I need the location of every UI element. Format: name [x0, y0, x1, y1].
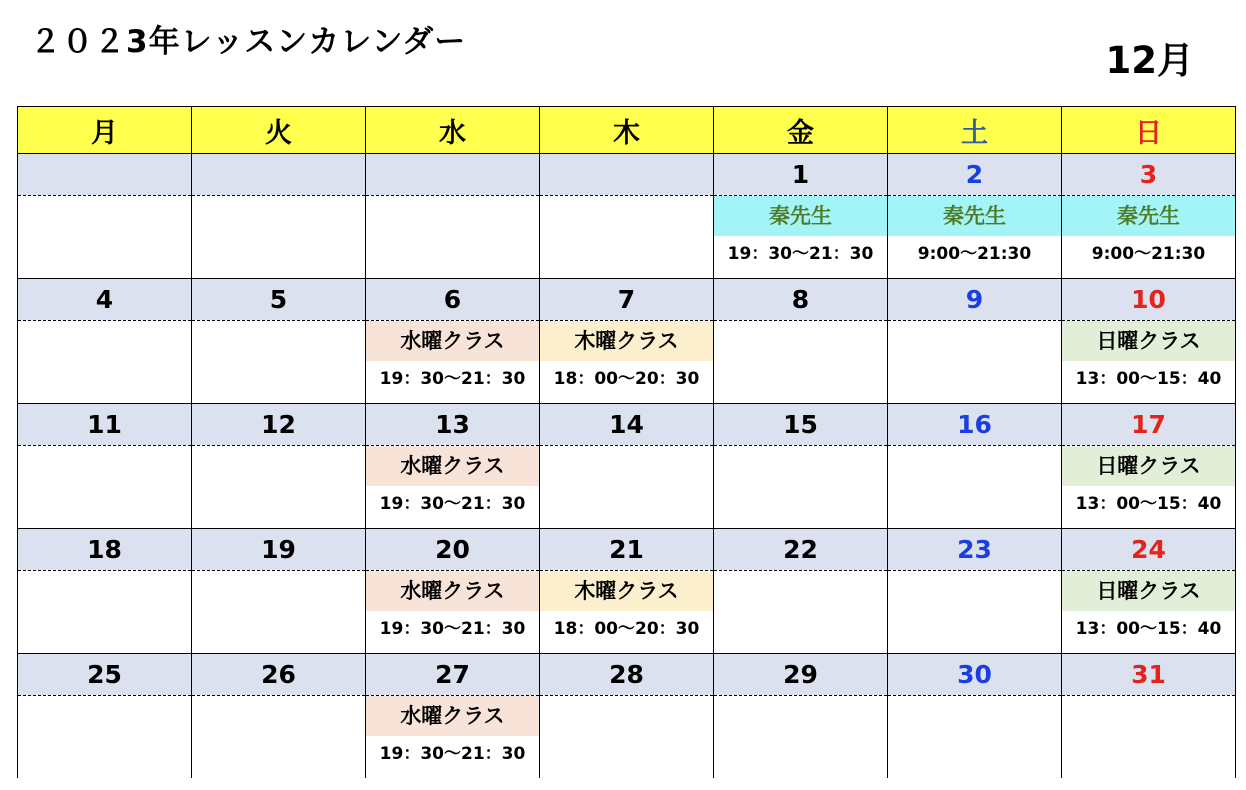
date-cell-fri: 22 — [714, 529, 888, 571]
date-cell-thu: 28 — [540, 654, 714, 696]
date-cell-thu: 21 — [540, 529, 714, 571]
weekday-header-sat: 土 — [888, 107, 1062, 154]
date-row — [18, 154, 1236, 196]
event-cell-fri — [714, 571, 888, 654]
lesson-label: 日曜クラス — [1062, 571, 1235, 611]
lesson-label: 水曜クラス — [366, 446, 539, 486]
weekday-header-fri: 金 — [714, 107, 888, 154]
event-cell-wed — [366, 696, 540, 779]
event-row — [18, 321, 1236, 404]
event-cell-tue — [192, 446, 366, 529]
date-row — [18, 529, 1236, 571]
date-cell-sun: 31 — [1062, 654, 1236, 696]
date-cell-mon: 18 — [18, 529, 192, 571]
lesson-entry — [1062, 196, 1235, 278]
date-cell-fri: 29 — [714, 654, 888, 696]
date-cell-wed — [366, 154, 540, 196]
date-cell-wed: 27 — [366, 654, 540, 696]
event-cell-sat — [888, 696, 1062, 779]
event-cell-mon — [18, 696, 192, 779]
lesson-entry — [540, 321, 713, 403]
event-row — [18, 196, 1236, 279]
weekday-header-row — [18, 107, 1236, 154]
lesson-label: 木曜クラス — [540, 571, 713, 611]
event-cell-sun — [1062, 571, 1236, 654]
date-cell-mon: 11 — [18, 404, 192, 446]
date-cell-sun: 17 — [1062, 404, 1236, 446]
lesson-entry — [366, 696, 539, 778]
lesson-time: 9:00～21:30 — [888, 236, 1061, 278]
event-cell-wed — [366, 196, 540, 279]
lesson-label: 日曜クラス — [1062, 321, 1235, 361]
lesson-label: 水曜クラス — [366, 321, 539, 361]
lesson-time: 19：30～21：30 — [366, 736, 539, 778]
lesson-time: 19：30～21：30 — [714, 236, 887, 278]
weekday-header-tue: 火 — [192, 107, 366, 154]
event-cell-wed — [366, 571, 540, 654]
event-cell-sat — [888, 321, 1062, 404]
date-cell-tue: 5 — [192, 279, 366, 321]
event-cell-mon — [18, 196, 192, 279]
calendar-title: ２０２3年レッスンカレンダー — [30, 24, 467, 60]
event-cell-tue — [192, 196, 366, 279]
date-cell-sat: 9 — [888, 279, 1062, 321]
event-cell-mon — [18, 321, 192, 404]
lesson-time: 13：00～15：40 — [1062, 611, 1235, 653]
lesson-time: 19：30～21：30 — [366, 611, 539, 653]
date-cell-tue: 19 — [192, 529, 366, 571]
date-cell-wed: 13 — [366, 404, 540, 446]
event-cell-sat — [888, 446, 1062, 529]
event-cell-wed — [366, 446, 540, 529]
date-cell-fri: 8 — [714, 279, 888, 321]
date-cell-mon — [18, 154, 192, 196]
event-cell-sun — [1062, 446, 1236, 529]
date-row — [18, 654, 1236, 696]
lesson-label: 秦先生 — [714, 196, 887, 236]
event-row — [18, 696, 1236, 779]
lesson-entry — [1062, 446, 1235, 528]
lesson-entry — [1062, 321, 1235, 403]
weekday-header-sun: 日 — [1062, 107, 1236, 154]
date-cell-mon: 25 — [18, 654, 192, 696]
date-cell-mon: 4 — [18, 279, 192, 321]
event-cell-mon — [18, 571, 192, 654]
date-cell-fri: 15 — [714, 404, 888, 446]
lesson-label: 木曜クラス — [540, 321, 713, 361]
event-cell-sat — [888, 571, 1062, 654]
date-cell-sat: 30 — [888, 654, 1062, 696]
event-row — [18, 571, 1236, 654]
event-cell-thu — [540, 696, 714, 779]
event-cell-sun — [1062, 196, 1236, 279]
lesson-time: 13：00～15：40 — [1062, 361, 1235, 403]
lesson-time: 9:00～21:30 — [1062, 236, 1235, 278]
lesson-entry — [540, 571, 713, 653]
event-row — [18, 446, 1236, 529]
date-cell-sun: 10 — [1062, 279, 1236, 321]
lesson-time: 19：30～21：30 — [366, 486, 539, 528]
event-cell-fri — [714, 446, 888, 529]
event-cell-tue — [192, 696, 366, 779]
date-cell-sat: 16 — [888, 404, 1062, 446]
date-cell-wed: 6 — [366, 279, 540, 321]
lesson-entry — [888, 196, 1061, 278]
lesson-label: 水曜クラス — [366, 696, 539, 736]
weekday-header-mon: 月 — [18, 107, 192, 154]
lesson-time: 18：00～20：30 — [540, 361, 713, 403]
date-cell-sun: 24 — [1062, 529, 1236, 571]
event-cell-fri — [714, 196, 888, 279]
lesson-label: 日曜クラス — [1062, 446, 1235, 486]
event-cell-tue — [192, 321, 366, 404]
event-cell-sat — [888, 196, 1062, 279]
date-cell-thu: 14 — [540, 404, 714, 446]
date-cell-fri: 1 — [714, 154, 888, 196]
lesson-label: 秦先生 — [1062, 196, 1235, 236]
lesson-calendar — [17, 106, 1236, 778]
event-cell-thu — [540, 321, 714, 404]
event-cell-tue — [192, 571, 366, 654]
event-cell-thu — [540, 571, 714, 654]
weekday-header-thu: 木 — [540, 107, 714, 154]
date-cell-sat: 23 — [888, 529, 1062, 571]
lesson-time: 19：30～21：30 — [366, 361, 539, 403]
event-cell-mon — [18, 446, 192, 529]
date-cell-sun: 3 — [1062, 154, 1236, 196]
lesson-label: 水曜クラス — [366, 571, 539, 611]
date-cell-sat: 2 — [888, 154, 1062, 196]
event-cell-sun — [1062, 321, 1236, 404]
event-cell-thu — [540, 446, 714, 529]
lesson-entry — [366, 571, 539, 653]
event-cell-wed — [366, 321, 540, 404]
calendar-body — [18, 154, 1236, 779]
date-cell-tue: 12 — [192, 404, 366, 446]
lesson-entry — [1062, 571, 1235, 653]
event-cell-fri — [714, 321, 888, 404]
date-cell-wed: 20 — [366, 529, 540, 571]
date-cell-thu — [540, 154, 714, 196]
event-cell-thu — [540, 196, 714, 279]
date-row — [18, 279, 1236, 321]
date-cell-tue: 26 — [192, 654, 366, 696]
weekday-header-wed: 水 — [366, 107, 540, 154]
lesson-entry — [366, 446, 539, 528]
lesson-label: 秦先生 — [888, 196, 1061, 236]
date-row — [18, 404, 1236, 446]
lesson-time: 18：00～20：30 — [540, 611, 713, 653]
month-label: 12月 — [1105, 39, 1194, 82]
lesson-entry — [714, 196, 887, 278]
lesson-entry — [366, 321, 539, 403]
lesson-time: 13：00～15：40 — [1062, 486, 1235, 528]
event-cell-fri — [714, 696, 888, 779]
date-cell-thu: 7 — [540, 279, 714, 321]
date-cell-tue — [192, 154, 366, 196]
event-cell-sun — [1062, 696, 1236, 779]
